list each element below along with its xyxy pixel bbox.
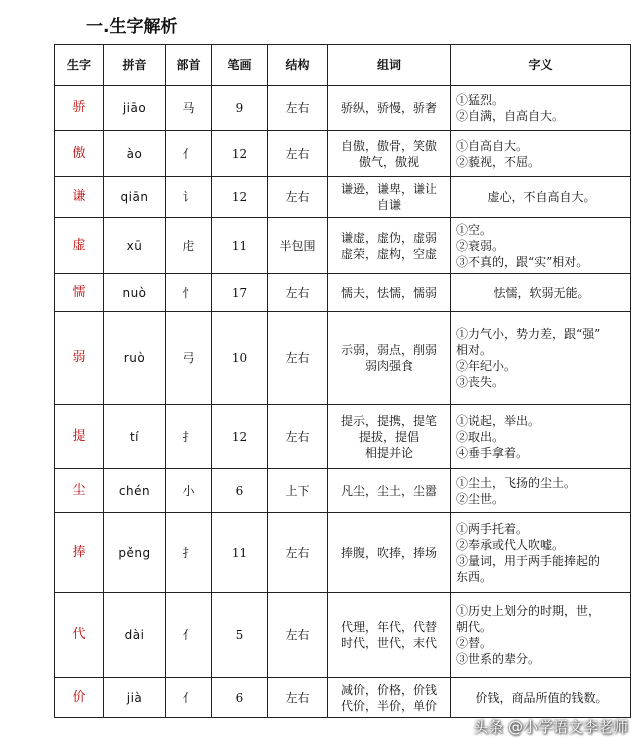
radical-cell: 亻 <box>166 131 212 177</box>
meaning-cell <box>451 218 631 274</box>
structure-cell: 左右 <box>268 593 328 678</box>
radical-cell: 小 <box>166 469 212 513</box>
meaning-cell <box>451 131 631 177</box>
word-line: 时代，世代，末代 <box>340 636 437 650</box>
strokes-cell: 9 <box>212 86 268 131</box>
meaning-cell <box>451 469 631 513</box>
table-row <box>55 218 631 274</box>
char-cell: 骄 <box>55 86 104 131</box>
table-row <box>55 469 631 513</box>
word-line: 骄纵，骄慢，骄奢 <box>340 101 437 115</box>
word-line: 示弱，弱点，削弱 <box>340 343 437 357</box>
meaning-cell <box>451 513 631 593</box>
meaning-line: ②尘世。 <box>456 491 505 506</box>
header-radical: 部首 <box>166 45 212 86</box>
meaning-line: 朝代。 <box>456 620 493 634</box>
pinyin-cell: xū <box>104 218 166 274</box>
meaning-cell <box>451 593 631 678</box>
meaning-line: ①两手托着。 <box>456 521 529 536</box>
pinyin-cell: dài <box>104 593 166 678</box>
strokes-cell: 12 <box>212 405 268 469</box>
pinyin-cell: pěng <box>104 513 166 593</box>
meaning-line: ①力气小，势力差，跟“强” <box>456 327 601 341</box>
meaning-line: ①空。 <box>456 222 493 237</box>
word-line: 凡尘，尘土，尘嚣 <box>340 483 437 498</box>
strokes-cell: 11 <box>212 218 268 274</box>
meaning-line: ②替。 <box>456 636 493 650</box>
structure-cell: 上下 <box>268 469 328 513</box>
word-line: 代价，半价，单价 <box>340 698 437 713</box>
radical-cell: 虍 <box>166 218 212 274</box>
meaning-line: ③不真的，跟“实”相对。 <box>456 254 589 269</box>
table-row <box>55 678 631 718</box>
meaning-line: ②取出。 <box>456 429 505 444</box>
pinyin-cell: jiāo <box>104 86 166 131</box>
strokes-cell: 5 <box>212 593 268 678</box>
table-row <box>55 86 631 131</box>
table-row <box>55 131 631 177</box>
meaning-line: 东西。 <box>456 569 493 584</box>
header-words: 组词 <box>328 45 451 86</box>
word-line: 减价，价格，价钱 <box>340 682 437 697</box>
header-strokes: 笔画 <box>212 45 268 86</box>
meaning-line: ②衰弱。 <box>456 238 505 253</box>
table-row <box>55 513 631 593</box>
structure-cell: 左右 <box>268 86 328 131</box>
char-cell: 虚 <box>55 218 104 274</box>
meaning-line: ①猛烈。 <box>456 93 505 107</box>
structure-cell: 左右 <box>268 678 328 718</box>
pinyin-cell: chén <box>104 469 166 513</box>
meaning-line: 相对。 <box>456 343 493 357</box>
radical-cell: 扌 <box>166 405 212 469</box>
word-line: 代理，年代，代替 <box>340 620 437 634</box>
structure-cell: 左右 <box>268 177 328 218</box>
words-cell <box>328 274 451 312</box>
meaning-cell <box>451 86 631 131</box>
words-cell <box>328 177 451 218</box>
structure-cell: 左右 <box>268 513 328 593</box>
header-char: 生字 <box>55 45 104 86</box>
char-cell: 提 <box>55 405 104 469</box>
strokes-cell: 17 <box>212 274 268 312</box>
radical-cell: 亻 <box>166 593 212 678</box>
words-cell <box>328 513 451 593</box>
char-cell: 代 <box>55 593 104 678</box>
meaning-line: ①说起，举出。 <box>456 413 541 428</box>
pinyin-cell: ào <box>104 131 166 177</box>
meaning-cell <box>451 274 631 312</box>
word-line: 懦夫，怯懦，懦弱 <box>340 285 437 300</box>
pinyin-cell: nuò <box>104 274 166 312</box>
words-cell <box>328 312 451 405</box>
strokes-cell: 6 <box>212 678 268 718</box>
words-cell <box>328 593 451 678</box>
meaning-cell <box>451 405 631 469</box>
char-cell: 价 <box>55 678 104 718</box>
char-cell: 谦 <box>55 177 104 218</box>
radical-cell: 扌 <box>166 513 212 593</box>
radical-cell: 弓 <box>166 312 212 405</box>
char-cell: 弱 <box>55 312 104 405</box>
word-line: 提示，提携，提笔 <box>340 413 437 428</box>
words-cell <box>328 218 451 274</box>
structure-cell: 左右 <box>268 274 328 312</box>
char-cell: 傲 <box>55 131 104 177</box>
meaning-line: ③丧失。 <box>456 375 505 389</box>
structure-cell: 左右 <box>268 312 328 405</box>
header-pinyin: 拼音 <box>104 45 166 86</box>
char-cell: 懦 <box>55 274 104 312</box>
words-cell <box>328 678 451 718</box>
meaning-line: ②年纪小。 <box>456 359 517 373</box>
meaning-line: 价钱，商品所值的钱数。 <box>475 690 608 705</box>
word-line: 谦虚，虚伪，虚弱 <box>340 230 437 245</box>
word-line: 相提并论 <box>364 445 413 460</box>
watermark: 头条 @小学语文李老师 <box>473 718 628 736</box>
table-row <box>55 177 631 218</box>
header-row <box>55 45 631 86</box>
header-meaning: 字义 <box>451 45 631 86</box>
pinyin-cell: ruò <box>104 312 166 405</box>
words-cell <box>328 86 451 131</box>
strokes-cell: 12 <box>212 131 268 177</box>
strokes-cell: 11 <box>212 513 268 593</box>
meaning-line: ①尘土，飞扬的尘土。 <box>456 475 577 490</box>
meaning-cell <box>451 177 631 218</box>
meaning-line: ③世系的辈分。 <box>456 652 541 666</box>
meaning-line: ①历史上划分的时期，世， <box>456 604 601 618</box>
header-structure: 结构 <box>268 45 328 86</box>
table-row <box>55 312 631 405</box>
word-line: 提拔，提倡 <box>358 429 419 444</box>
pinyin-cell: tí <box>104 405 166 469</box>
structure-cell: 左右 <box>268 131 328 177</box>
words-cell <box>328 469 451 513</box>
char-cell: 尘 <box>55 469 104 513</box>
meaning-line: ②奉承或代人吹嘘。 <box>456 537 565 552</box>
meaning-line: ③量词，用于两手能捧起的 <box>456 553 601 568</box>
strokes-cell: 12 <box>212 177 268 218</box>
meaning-line: 虚心，不自高自大。 <box>487 190 596 204</box>
strokes-cell: 10 <box>212 312 268 405</box>
meaning-line: ②藐视，不屈。 <box>456 154 541 169</box>
radical-cell: 马 <box>166 86 212 131</box>
meaning-line: ①自高自大。 <box>456 138 529 153</box>
meaning-cell <box>451 312 631 405</box>
pinyin-cell: jià <box>104 678 166 718</box>
table-row <box>55 593 631 678</box>
character-table <box>54 44 631 718</box>
pinyin-cell: qiān <box>104 177 166 218</box>
words-cell <box>328 405 451 469</box>
word-line: 自谦 <box>376 198 401 212</box>
word-line: 自傲，傲骨，笑傲 <box>340 138 437 153</box>
radical-cell: 忄 <box>166 274 212 312</box>
word-line: 捧腹，吹捧，捧场 <box>340 545 437 560</box>
radical-cell: 讠 <box>166 177 212 218</box>
meaning-cell <box>451 678 631 718</box>
strokes-cell: 6 <box>212 469 268 513</box>
char-cell: 捧 <box>55 513 104 593</box>
page-title: 一.生字解析 <box>86 17 178 37</box>
structure-cell: 半包围 <box>268 218 328 274</box>
table-row <box>55 274 631 312</box>
word-line: 虚荣，虚构，空虚 <box>340 246 437 261</box>
meaning-line: ④垂手拿着。 <box>456 445 529 460</box>
meaning-line: ②自满，自高自大。 <box>456 109 565 123</box>
table-row <box>55 405 631 469</box>
word-line: 弱肉强食 <box>364 359 413 373</box>
words-cell <box>328 131 451 177</box>
word-line: 傲气，傲视 <box>358 154 419 169</box>
radical-cell: 亻 <box>166 678 212 718</box>
meaning-line: 怯懦，软弱无能。 <box>493 285 590 300</box>
structure-cell: 左右 <box>268 405 328 469</box>
word-line: 谦逊，谦卑，谦让 <box>340 182 437 196</box>
